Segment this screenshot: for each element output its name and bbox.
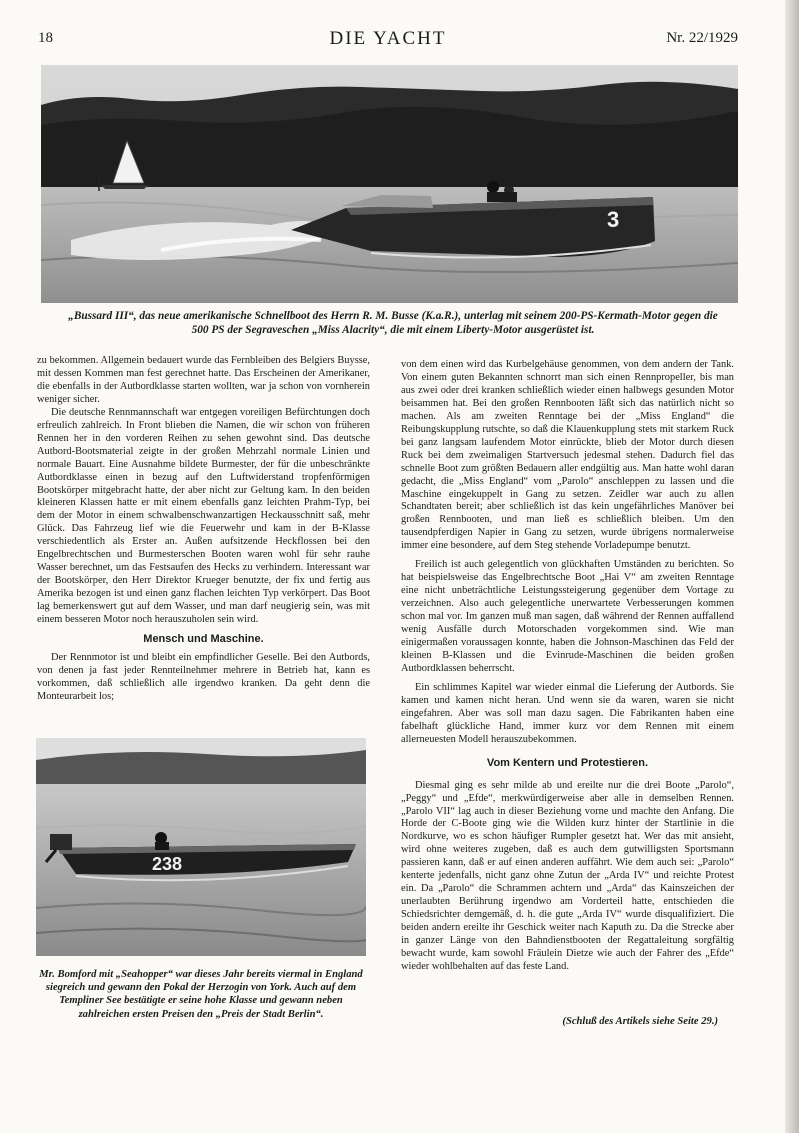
continuation-note: (Schluß des Artikels siehe Seite 29.) [562,1016,718,1027]
left-paragraph-1: zu bekommen. Allgemein bedauert wurde das Fernbleiben des Belgiers Buysse, mit dessen Kommen man fest gerechnet hatte. Das Erscheinen der Amerikaner, die ebenfalls in der Autbordklasse starten wollten, war ja schon von vornherein weniger sicher. [37,355,370,405]
issue-number: Nr. 22/1929 [666,30,738,46]
right-column [401,359,734,974]
left-paragraph-3: Der Rennmotor ist und bleibt ein empfindlicher Geselle. Bei den Autbords, von denen ja fast jeder Rennteilnehmer mehrere in Betrieb hat, kann es vorkommen, daß schließlich alle irgendwo kranken. Da geht denn die Monteurarbeit los; [37,651,370,702]
page-edge-shadow [785,0,799,1133]
left-paragraph-2: Die deutsche Rennmannschaft war entgegen voreiligen Befürchtungen doch erfreulich zahlreich. In Front blieben die Namen, die wir schon von früheren Rennen her in den vorderen Reihen zu sehen gewohnt sind. Das deutsche Autbord-Bootsmaterial zeigte in der großen Mehrzahl normale Linien und normale Bauart. Eine Ausnahme bildete Burmester, der für die unbeschränkte Autbordklasse einen in bezug auf den Luftwiderstand tropfenförmigen Bootskörper mitgebracht hatte, der aber nicht zur Geltung kam. In den beiden kleineren Klassen hatte er mit einem ebenfalls ganz leichten Prahm-Typ, bei dem der Motor in einem schwalbenschwanzartigen Heckausschnitt saß, mehr Glück. Das Fahrzeug lief wie die Feuerwehr und kam in der B-Klasse verschiedentlich als Erster an. Außen aufsitzende Heckflossen bei den Engelbrechtschen und Burmesterschen Booten waren wohl für sehr rauhe Wasser berechnet, um das Festsaufen des Hecks zu verhindern. Interessant war der Bootskörper, den Herr Direktor Krueger benutzte, der fix und fertig aus Amerika bezogen ist und einen ganz flachen leichten Typ verkörpert. Das Boot lag bemerkenswert gut auf dem Wasser, und man darf neugierig sein, was mit einem besseren Motor noch herauszuholen sein wird. [37,406,370,626]
caption-top-photo: „Bussard III“, das neue amerikanische Schnellboot des Herrn R. M. Busse (K.a.R.), unterlag mit seinem 200-PS-Kermath-Motor gegen die 500 PS der Segraveschen „Miss Alacrity“, die mit einem Liberty-Motor ausgerüstet ist. [68,310,718,336]
boat-number-3: 3 [607,207,620,232]
page-header [38,28,738,52]
photo-speedboat [41,65,738,303]
page-number: 18 [38,30,53,46]
right-paragraph-3: Ein schlimmes Kapitel war wieder einmal die Lieferung der Autbords. Sie kamen und kamen nicht heran. Und wenn sie da waren, waren sie nicht eingefahren. Aber was soll man dazu sagen. Die Fabrikanten haben eine fabelhaft glückliche Hand, immer kurz vor dem Rennen mit einem allerneuesten Modell herauszubekommen. [401,681,734,745]
right-paragraph-2: Freilich ist auch gelegentlich von glückhaften Umständen zu berichten. So hat beispielsweise das Engelbrechtsche Boot „Hai V“ am zweiten Renntage eine nicht unbeträchtliche Leistungssteigerung gegenüber dem Vortage zu verzeichnen. Also auch gelegentliche unerwartete Verbesserungen kommen schon mal vor. Im ganzen muß man sagen, daß während der Rennen auffallend wenig Ausfälle durch Motorschaden vorgekommen sind. Wie man einigermaßen voraussagen konnte, haben die Johnson-Maschinen das Feld der kleinen B-Klassen und die Evinrude-Maschinen die beiden großen Autbordklassen beherrscht. [401,559,734,674]
section-heading-vom-kentern: Vom Kentern und Protestieren. [486,756,649,769]
right-paragraph-1: von dem einen wird das Kurbelgehäuse genommen, von dem andern der Tank. Von einem guten Bekannten schnorrt man sich einen Rennpropeller, bis man aus zwei oder drei kranken schließlich wieder einen halbwegs gesunden Motor beisammen hat. Bei den großen Rennbooten läßt sich das natürlich nicht so machen. Als am zweiten Renntage bei der „Miss England“ die Reibungskupplung rutschte, so daß die Klauenkupplung stets mit starkem Ruck bei ganz langsam laufendem Motor einrückte, blieb der Motor durch diesen Ruck bei dem zweimaligen Startversuch jedesmal stehen. Dadurch fiel das schnelle Boot zum größten Bedauern aller endgültig aus. Man hatte wohl daran gedacht, die „Miss England“ vom „Parolo“ anschleppen zu lassen und die Maschine eingekuppelt in Gang zu setzen. Zeidler war auch zu allen Schandtaten bereit; aber schließlich ist das kein ungefährliches Manöver bei großen Rennbooten, und man ließ es schließlich bleiben. Um den tausendpferdigen Napier in Gang zu setzen, wurde übrigens normalerweise immer eine besondere, auf dem Steg stehende Vorladepumpe benutzt. [401,359,734,552]
magazine-title: DIE YACHT [329,28,447,49]
caption-bottom-photo: Mr. Bomford mit „Seahopper“ war dieses Jahr bereits viermal in England siegreich und gewann den Pokal der Herzogin von York. Auch auf dem Templiner See bestätigte er seine hohe Klasse und gewann neben zahlreichen ersten Preisen den „Preis der Stadt Berlin“. [39,969,363,1020]
photo-seahopper [36,738,366,956]
boat-number-238: 238 [152,854,183,874]
left-column [37,355,370,704]
photo-seahopper-image [36,738,366,956]
right-paragraph-4: Diesmal ging es sehr milde ab und ereilte nur die drei Boote „Parolo“, „Peggy“ und „Efde“, merkwürdigerweise aber alle in demselben Rennen. „Parolo VII“ lag auch in dieser Beziehung vorne und machte den Anfang. Die Horde der C-Boote ging wie die Wilden kurz hinter der Startlinie in die Nordkurve, wo es schon häufiger Rumpler gesetzt hat. Wer das mit ansieht, wird ohne weiteres zugeben, daß es auch dem gutwilligsten Sportsmann passieren kann, daß er auf einen anderen auffährt. Wie dem auch sei: „Parolo“ kenterte jedenfalls, nicht ganz ohne Zutun der „Arda IV“ und reichte Protest ein. Da „Parolo“ die Schrammen achtern und „Arda“ das Kainszeichen der unerlaubten Berührung irgendwo am Vorderteil hatte, entschieden die Schiedsrichter demgemäß, d. h. die gute „Arda IV“ wurde disqualifiziert. Die beiden andern ereilte ihr Geschick weiter nach Kaputh zu. Da die Strecke aber in ganzer Länge von den Bahndienstbooten der Regattaleitung sorgfältig bewacht wurde, kam sowohl Fräulein Dietze wie auch der Fahrer des „Efde“ wieder wohlbehalten auf das feste Land. [401,779,734,972]
photo-speedboat-image [41,65,738,303]
section-heading-mensch-und-maschine: Mensch und Maschine. [143,633,264,646]
